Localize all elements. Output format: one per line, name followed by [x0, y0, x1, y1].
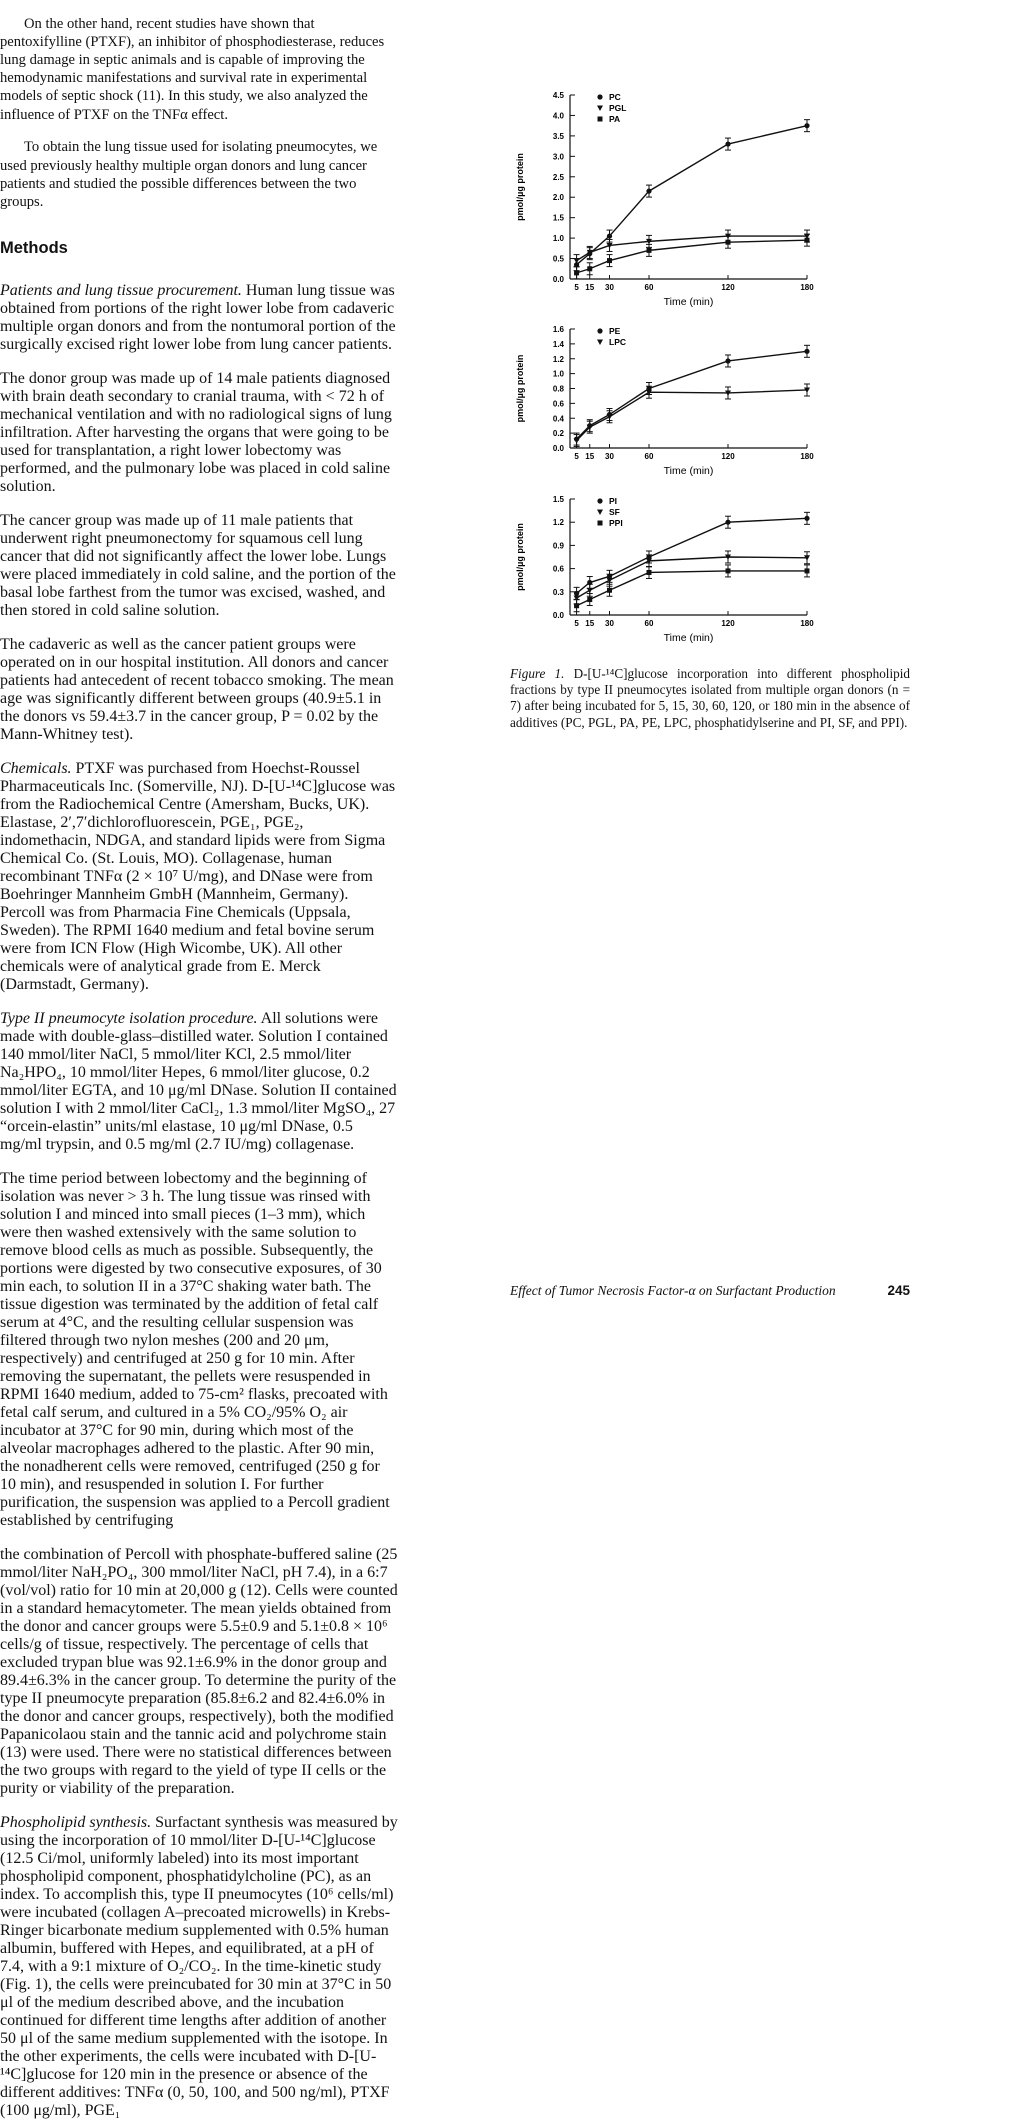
- methods-paragraph: [0, 1010, 397, 1154]
- figure-caption-text: D-[U-¹⁴C]glucose incorporation into different phospholipid fractions by type II pneumocytes isolated from multiple organ donors (n = 7) after being incubated for 5, 15, 30, 60, 120, or 180 min in the absence of additives (PC, PGL, PA, PE, LPC, phosphatidylserine and PI, SF, and PPI).: [510, 665, 910, 730]
- y-tick-label: 1.2: [552, 517, 564, 527]
- x-tick-label: 180: [800, 618, 814, 628]
- y-tick-label: 4.0: [552, 111, 564, 121]
- intro-paragraph: To obtain the lung tissue used for isolating pneumocytes, we used previously healthy multiple organ donors and lung cancer patients and studied the possible differences between the two groups.: [0, 139, 378, 211]
- y-tick-label: 1.5: [552, 213, 564, 223]
- y-tick-label: 1.2: [552, 354, 564, 364]
- legend-label: PE: [609, 325, 621, 336]
- y-tick-label: 1.0: [552, 369, 564, 379]
- data-point: [804, 348, 809, 353]
- introduction: [0, 15, 397, 212]
- y-tick-label: 0.5: [552, 254, 564, 264]
- data-point: [805, 237, 810, 242]
- x-tick-label: 15: [585, 618, 595, 628]
- legend-marker: [597, 339, 603, 345]
- data-point: [725, 519, 730, 524]
- x-tick-label: 120: [721, 618, 735, 628]
- x-tick-label: 120: [721, 451, 735, 461]
- y-tick-label: 0.2: [552, 428, 564, 438]
- body-paragraph: the combination of Percoll with phosphate-buffered saline (25 mmol/liter NaH₂PO₄, 300 mmol/liter NaCl, pH 7.4), in a 6:7 (vol/vol) ratio for 10 min at 20,000 g (12). Cells were counted in a standard hemacytometer. The mean yields obtained from the donor and cancer groups were 5.5±0.9 and 5.1±0.8 × 10⁶ cells/g of tissue, respectively. The percentage of cells that excluded trypan blue was 92.1±6.9% in the donor group and 89.4±6.3% in the cancer group. To determine the purity of the type II pneumocyte preparation (85.8±6.2 and 82.4±6.0% in the donor and cancer groups, respectively), both the modified Papanicolaou stain and the tannic acid and polychrome stain (13) were used. There were no statistical differences between the two groups with regard to the yield of type II cells or the purity or viability of the preparation.: [0, 1546, 398, 1798]
- y-tick-label: 2.0: [552, 192, 564, 202]
- figure-1: [505, 73, 825, 663]
- legend-label: PC: [609, 91, 621, 102]
- x-tick-label: 15: [585, 451, 595, 461]
- y-tick-label: 0.0: [552, 610, 564, 620]
- left-column: [0, 15, 397, 1531]
- legend-label: PI: [609, 495, 618, 506]
- page-number: 245: [887, 1282, 910, 1298]
- x-tick-label: 5: [574, 282, 579, 292]
- intro-paragraph: On the other hand, recent studies have shown that pentoxifylline (PTXF), an inhibitor of phosphodiesterase, reduces lung damage in septic animals and is capable of improving the hemodynamic manifestations and survival rate in experimental models of septic shock (11). In this study, we also analyzed the influence of PTXF on the TNFα effect.: [0, 15, 385, 123]
- y-tick-label: 0.8: [552, 384, 564, 394]
- y-tick-label: 3.0: [552, 151, 564, 161]
- y-tick-label: 3.5: [552, 131, 564, 141]
- x-tick-label: 15: [585, 282, 595, 292]
- y-tick-label: 0.3: [552, 587, 564, 597]
- x-tick-label: 60: [644, 618, 654, 628]
- data-point: [574, 603, 579, 608]
- x-tick-label: 30: [605, 618, 614, 628]
- data-point: [607, 258, 612, 263]
- y-tick-label: 0.0: [552, 443, 564, 453]
- x-tick-label: 5: [574, 618, 579, 628]
- methods-heading: Methods: [0, 239, 68, 258]
- paragraph-text: Human lung tissue was obtained from portions of the right lower lobe from cadaveric multiple organ donors and from the nontumoral portion of the surgically excised right lower lobe from lung cancer patients.: [0, 282, 396, 354]
- x-tick-label: 5: [574, 451, 579, 461]
- data-point: [726, 239, 731, 244]
- methods-paragraph: The cancer group was made up of 11 male patients that underwent right pneumonectomy for squamous cell lung cancer that did not significantly affect the lower lobe. Lungs were placed immediately in cold saline, and the portion of the basal lobe farthest from the tumor was excised, washed, and then stored in cold saline solution.: [0, 512, 396, 620]
- legend-label: PA: [609, 113, 621, 124]
- subsection-title: Patients and lung tissue procurement.: [0, 282, 242, 300]
- x-tick-label: 180: [800, 282, 814, 292]
- data-point: [587, 266, 592, 271]
- y-tick-label: 0.6: [552, 564, 564, 574]
- y-tick-label: 1.0: [552, 233, 564, 243]
- y-tick-label: 1.4: [552, 339, 564, 349]
- methods-paragraph: [0, 282, 397, 354]
- data-point: [587, 597, 592, 602]
- y-tick-label: 4.5: [552, 90, 564, 100]
- figure-caption-label: Figure 1.: [510, 665, 565, 681]
- data-point: [646, 188, 651, 193]
- legend-marker: [598, 520, 603, 525]
- data-point: [607, 233, 612, 238]
- running-title: Effect of Tumor Necrosis Factor-α on Surfactant Production: [510, 1282, 836, 1298]
- legend-label: PGL: [609, 102, 627, 113]
- paragraph-text: All solutions were made with double-glass–distilled water. Solution I contained 140 mmol/liter NaCl, 5 mmol/liter KCl, 2.5 mmol/liter Na₂HPO₄, 10 mmol/liter Hepes, 6 mmol/liter glucose, 0.2 mmol/liter EGTA, and 10 μg/ml DNase. Solution II contained solution I with 2 mmol/liter CaCl₂, 1.3 mmol/liter MgSO₄, 27 “orcein-elastin” units/ml elastase, 10 μg/ml DNase, 0.5 mg/ml trypsin, and 0.5 mg/ml (2.7 IU/mg) collagenase.: [0, 1010, 397, 1154]
- methods-paragraph: The donor group was made up of 14 male patients diagnosed with brain death secondary to cranial trauma, with < 72 h of mechanical ventilation and with no radiological signs of lung infiltration. After harvesting the organs that were going to be used for transplantation, a right lower lobectomy was performed, and the pulmonary lobe was placed in cold saline solution.: [0, 370, 392, 496]
- legend-marker: [597, 509, 603, 515]
- legend-marker: [597, 328, 602, 333]
- x-tick-label: 60: [644, 282, 654, 292]
- data-point: [726, 568, 731, 573]
- data-point: [587, 587, 593, 593]
- paragraph-text: Surfactant synthesis was measured by using the incorporation of 10 mmol/liter D-[U-¹⁴C]glucose (12.5 Ci/mol, uniformly labeled) into its most important phospholipid component, phosphatidylcholine (PC), as an index. To accomplish this, type II pneumocytes (10⁶ cells/ml) were incubated (collagen A–precoated microwells) in Krebs-Ringer bicarbonate medium supplemented with 0.5% human albumin, buffered with Hepes, and equilibrated, at a pH of 7.4, with a 9:1 mixture of O₂/CO₂. In the time-kinetic study (Fig. 1), the cells were preincubated for 30 min at 37°C in 50 μl of the medium described above, and the incubation continued for different time lengths after addition of another 50 μl of the same medium supplemented with the isotope. In the other experiments, the cells were incubated with D-[U-¹⁴C]glucose for 120 min in the presence or absence of the different additives: TNFα (0, 50, 100, and 500 ng/ml), PTXF (100 μg/ml), PGE₁: [0, 1814, 398, 2120]
- data-point: [725, 358, 730, 363]
- subsection-title: Chemicals.: [0, 760, 72, 778]
- x-axis-label: Time (min): [663, 295, 714, 308]
- data-point: [647, 570, 652, 575]
- y-axis-label: pmol/µg protein: [515, 522, 525, 591]
- y-tick-label: 0.6: [552, 398, 564, 408]
- legend-marker: [597, 94, 602, 99]
- data-point: [804, 123, 809, 128]
- figure-1-charts: [505, 73, 825, 663]
- legend-marker: [597, 105, 603, 111]
- legend-marker: [598, 116, 603, 121]
- data-point: [804, 515, 809, 520]
- methods-paragraph: The time period between lobectomy and the beginning of isolation was never > 3 h. The lung tissue was rinsed with solution I and minced into small pieces (1–3 mm), which were then washed extensively with the same solution to remove blood cells as much as possible. Subsequently, the portions were digested by two consecutive exposures, of 30 min each, to solution II in a 37°C shaking water bath. The tissue digestion was terminated by the addition of fetal calf serum at 4°C, and the resulting cellular suspension was filtered through two nylon meshes (200 and 20 μm, respectively) and centrifuged at 250 g for 10 min. After removing the supernatant, the pellets were resuspended in RPMI 1640 medium, added to 75-cm² flasks, precoated with fetal calf serum, and cultured in a 5% CO₂/95% O₂ air incubator at 37°C for 90 min, during which most of the alveolar macrophages adhered to the plastic. After 90 min, the nonadherent cells were removed, centrifuged (250 g for 10 min), and resuspended in solution I. For further purification, the suspension was applied to a Percoll gradient established by centrifuging: [0, 1170, 390, 1530]
- x-tick-label: 180: [800, 451, 814, 461]
- y-tick-label: 0.0: [552, 274, 564, 284]
- data-point: [607, 414, 613, 420]
- methods-paragraph: The cadaveric as well as the cancer patient groups were operated on in our hospital institution. All donors and cancer patients had antecedent of recent tobacco smoking. The mean age was significantly different between groups (40.9±5.1 in the donors vs 59.4±3.7 in the cancer group, P = 0.02 by the Mann-Whitney test).: [0, 636, 394, 744]
- right-column: [0, 1546, 400, 2120]
- y-tick-label: 0.9: [552, 540, 564, 550]
- legend-label: SF: [609, 506, 620, 517]
- x-tick-label: 120: [721, 282, 735, 292]
- y-axis-label: pmol/µg protein: [515, 354, 525, 422]
- subsection-title: Type II pneumocyte isolation procedure.: [0, 1010, 258, 1028]
- methods-paragraph: [0, 760, 397, 994]
- y-tick-label: 1.5: [552, 494, 564, 504]
- data-point: [647, 247, 652, 252]
- y-axis-label: pmol/µg protein: [515, 152, 525, 221]
- x-tick-label: 30: [605, 451, 614, 461]
- data-point: [805, 568, 810, 573]
- legend-marker: [597, 498, 602, 503]
- legend-label: PPI: [609, 517, 623, 528]
- data-point: [574, 270, 579, 275]
- subsection-title: Phospholipid synthesis.: [0, 1814, 152, 1832]
- legend-label: LPC: [609, 336, 626, 347]
- x-axis-label: Time (min): [663, 631, 714, 644]
- x-tick-label: 30: [605, 282, 614, 292]
- x-tick-label: 60: [644, 451, 654, 461]
- paragraph-text: PTXF was purchased from Hoechst-Roussel Pharmaceuticals Inc. (Somerville, NJ). D-[U-¹⁴C]glucose was from the Radiochemical Centre (Amersham, Bucks, UK). Elastase, 2′,7′dichlorofluorescein, PGE₁, PGE₂, indomethacin, NDGA, and standard lipids were from Sigma Chemical Co. (St. Louis, MO). Collagenase, human recombinant TNFα (2 × 10⁷ U/mg), and DNase were from Boehringer Mannheim GmbH (Mannheim, Germany). Percoll was from Pharmacia Fine Chemicals (Uppsala, Sweden). The RPMI 1640 medium and fetal bovine serum were from ICN Flow (High Wicombe, UK). All other chemicals were of analytical grade from E. Merck (Darmstadt, Germany).: [0, 760, 396, 994]
- data-point: [725, 141, 730, 146]
- x-axis-label: Time (min): [663, 464, 714, 477]
- series-line: [577, 351, 807, 439]
- data-point: [607, 587, 612, 592]
- y-tick-label: 1.6: [552, 324, 564, 334]
- y-tick-label: 0.4: [552, 413, 564, 423]
- data-point: [574, 438, 580, 444]
- body-paragraph: [0, 1814, 400, 2120]
- y-tick-label: 2.5: [552, 172, 564, 182]
- figure-caption: [510, 666, 910, 732]
